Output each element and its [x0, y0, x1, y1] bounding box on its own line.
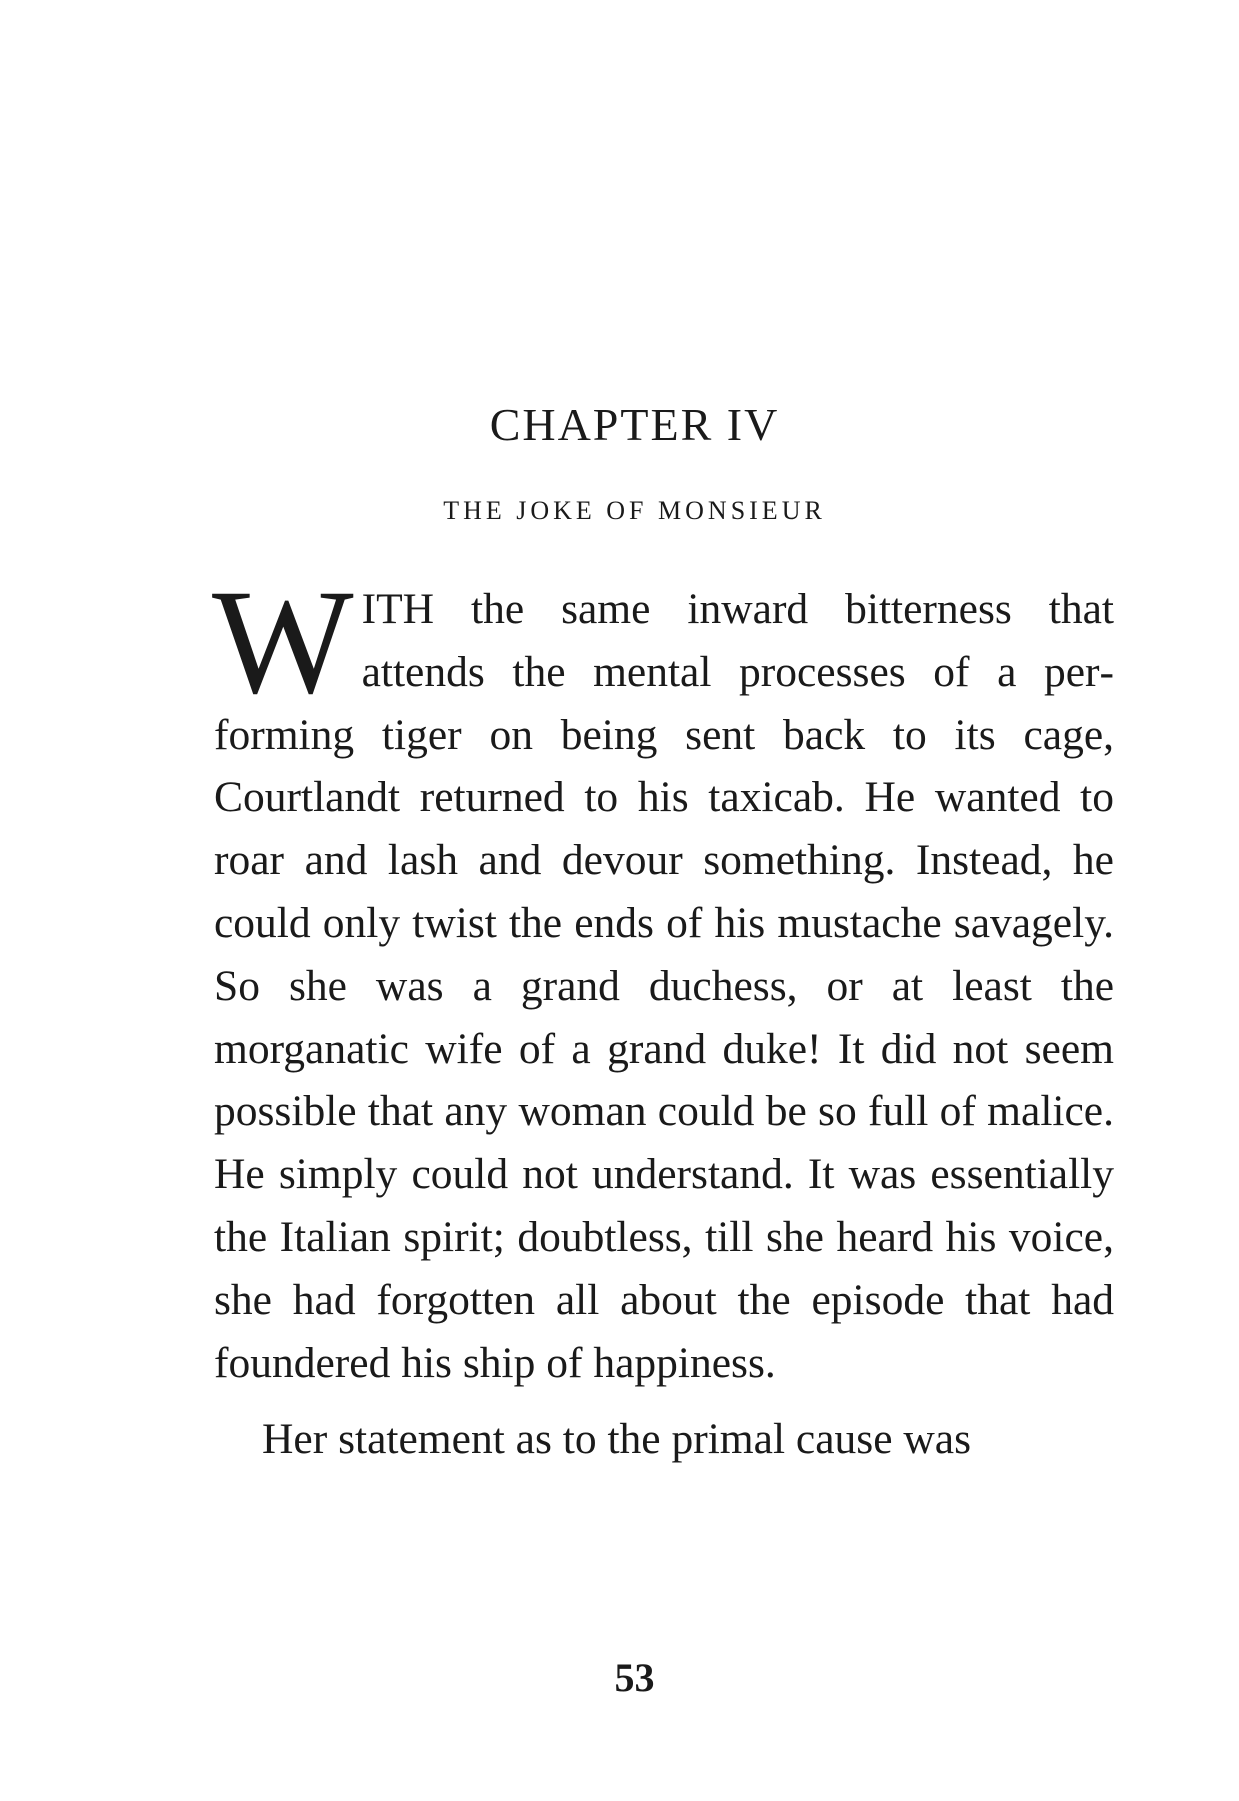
paragraph-1-text: the same inward bitterness that attends the mental processes of a performing tiger on being sent back to its cage, Courtlandt returned to his taxicab. He wanted to roar and lash and devour something. Instead, he could only twist the ends of his mustache savagely. So she was a grand duchess, or at least the morganatic wife of a grand duke! It did not seem possible that any woman could be so full of malice. He simply could not understand. It was essentially the Italian spirit; doubtless, till she heard his voice, she had forgotten all about the episode that had foundered his ship of happiness. [214, 585, 1114, 1387]
paragraph-1 [212, 559, 1114, 1394]
chapter-title: THE JOKE OF MONSIEUR [443, 496, 826, 525]
paragraph-2: Her statement as to the primal cause was [262, 1415, 972, 1464]
page-number: 53 [614, 1655, 655, 1700]
first-words: ITH [361, 585, 435, 633]
drop-cap: W [212, 559, 354, 725]
body-text [212, 559, 1114, 1471]
chapter-number: CHAPTER IV [489, 399, 780, 450]
